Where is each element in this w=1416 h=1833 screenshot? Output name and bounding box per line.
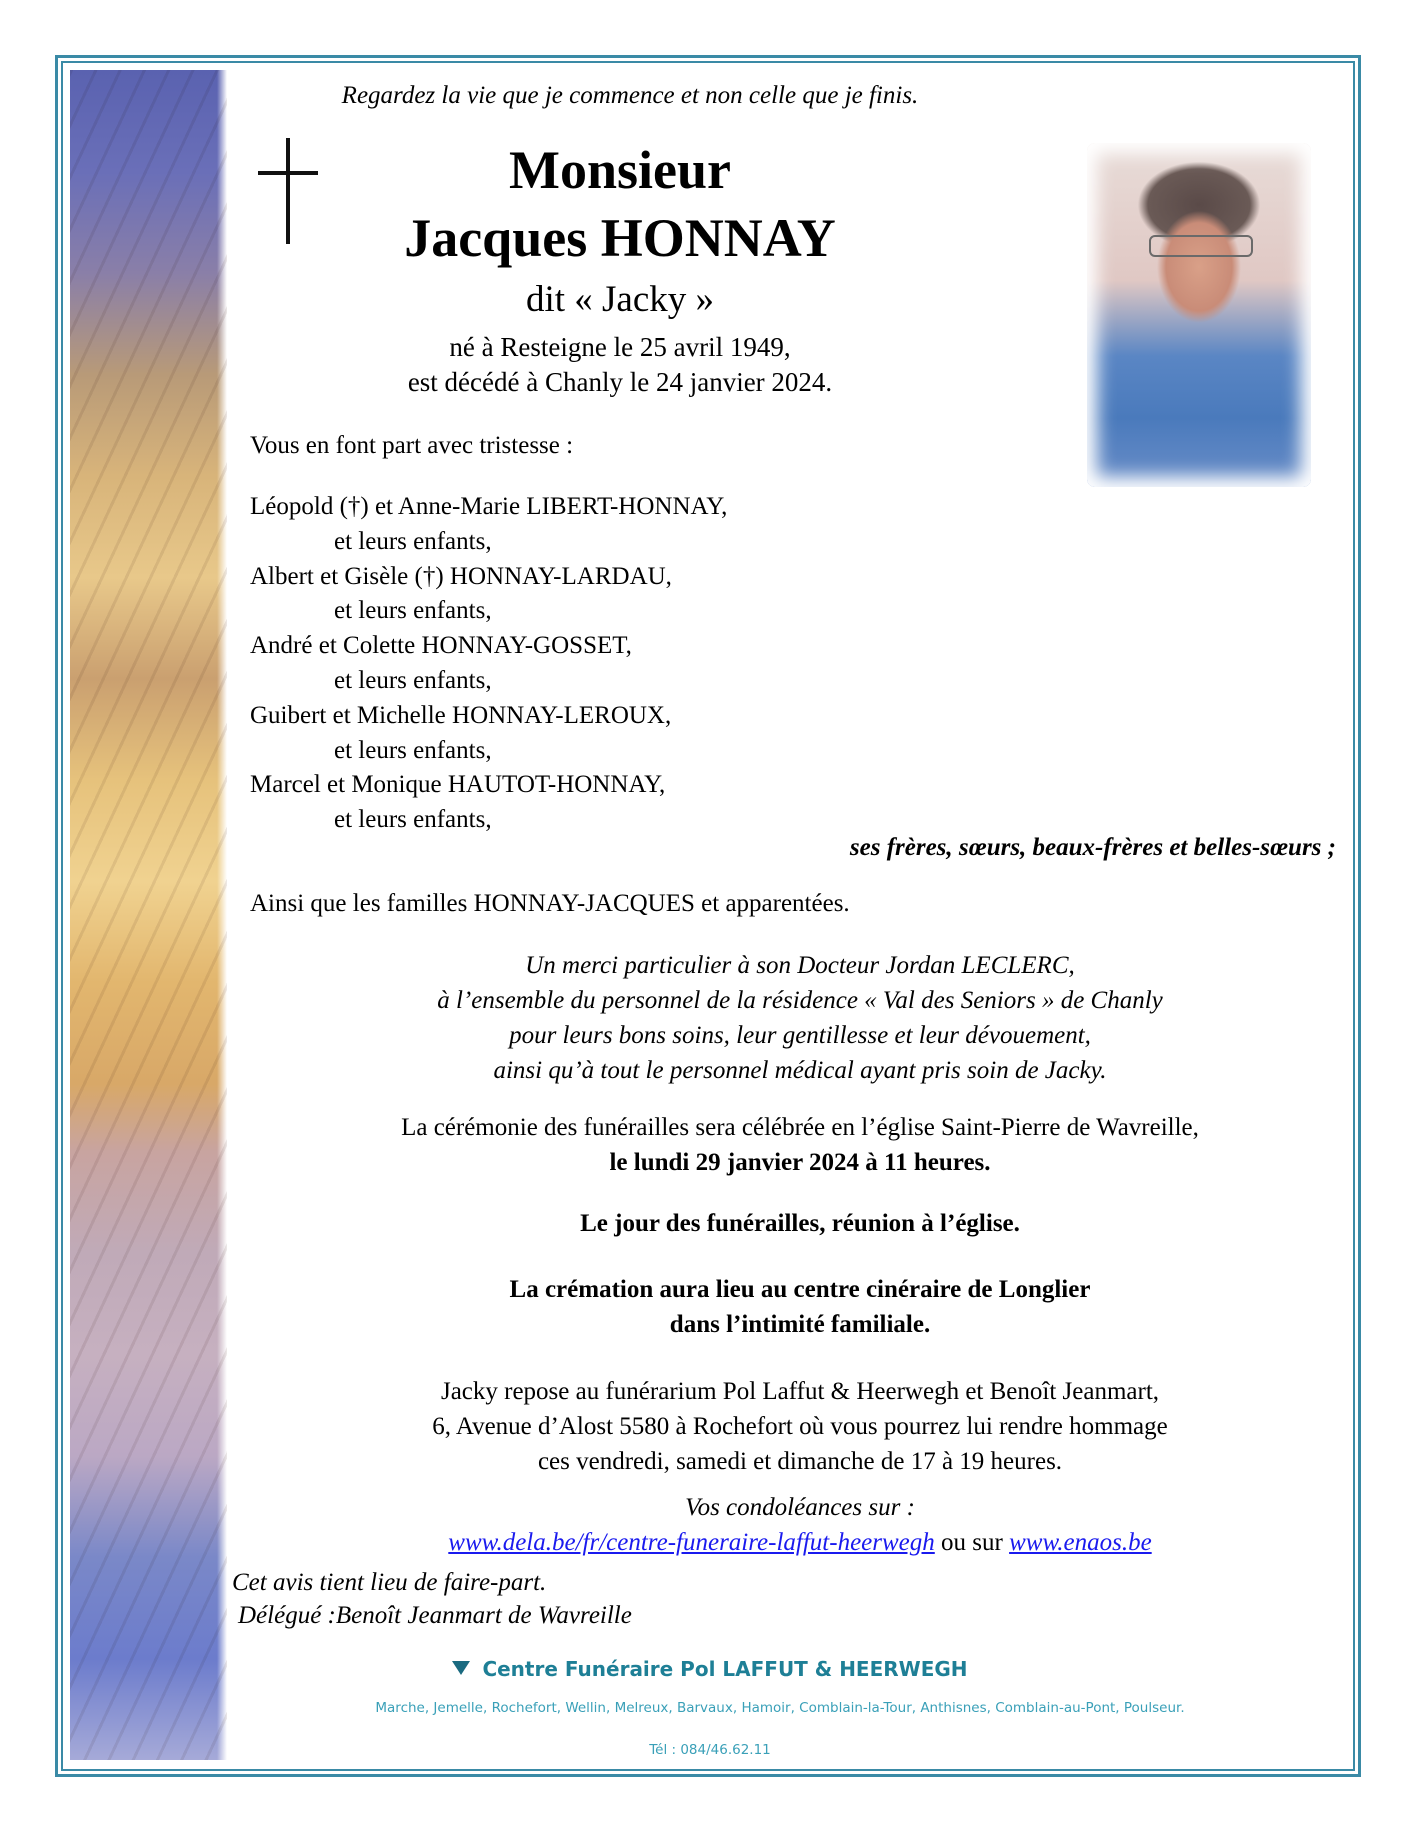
reunion-info: Le jour des funérailles, réunion à l’église.	[580, 1210, 1020, 1237]
family-names: Guibert et Michelle HONNAY-LEROUX,	[250, 701, 672, 729]
siblings-line: ses frères, sœurs, beaux-frères et belles-sœurs ;	[849, 834, 1336, 861]
portrait-photo	[1087, 143, 1311, 487]
nickname: dit « Jacky »	[525, 279, 715, 320]
birth-death-info	[330, 330, 910, 400]
repose-info	[250, 1374, 1350, 1479]
ceremony-location: La cérémonie des funérailles sera célébrée en l’église Saint-Pierre de Wavreille,	[401, 1114, 1199, 1141]
condolences-label: Vos condoléances sur :	[685, 1494, 915, 1521]
notice	[232, 1566, 632, 1632]
deceased-name: Jacques HONNAY	[404, 208, 836, 268]
repose-line: 6, Avenue d’Alost 5580 à Rochefort où vous pourrez lui rendre hommage	[432, 1413, 1168, 1440]
condolences-links	[250, 1525, 1350, 1560]
cremation-line: La crémation aura lieu au centre cinéraire de Longlier	[509, 1276, 1091, 1303]
repose-line: ces vendredi, samedi et dimanche de 17 à 19 heures.	[537, 1448, 1063, 1475]
family-names: Marcel et Monique HAUTOT-HONNAY,	[250, 771, 666, 799]
ceremony-date: le lundi 29 janvier 2024 à 11 heures.	[609, 1149, 991, 1176]
condolences	[250, 1490, 1350, 1560]
decorative-winter-sunset-image	[70, 70, 227, 1760]
funeral-home-towns: Marche, Jemelle, Rochefort, Wellin, Melreux, Barvaux, Hamoir, Comblain-la-Tour, Anthisnes, Comblain-au-Pont, Poulseur.	[375, 1700, 1185, 1716]
family-names: André et Colette HONNAY-GOSSET,	[250, 632, 632, 660]
thanks-line: pour leurs bons soins, leur gentillesse et leur dévouement,	[509, 1022, 1091, 1049]
funeral-home-label: Centre Funéraire Pol LAFFUT & HEERWEGH	[482, 1657, 968, 1681]
delegate-line: Délégué :Benoît Jeanmart de Wavreille	[238, 1602, 632, 1629]
enaos-link[interactable]: www.enaos.be	[1009, 1529, 1152, 1556]
thanks-paragraph	[300, 948, 1300, 1088]
thanks-line: à l’ensemble du personnel de la résidence « Val des Seniors » de Chanly	[437, 987, 1163, 1014]
family-children: et leurs enfants,	[334, 527, 492, 555]
death-line: est décédé à Chanly le 24 janvier 2024.	[407, 367, 833, 397]
family-list	[250, 490, 727, 838]
epigraph: Regardez la vie que je commence et non celle que je finis.	[341, 82, 919, 109]
funeral-home-phone: Tél : 084/46.62.11	[649, 1742, 771, 1758]
cremation-info	[250, 1272, 1350, 1342]
cremation-line: dans l’intimité familiale.	[669, 1311, 931, 1338]
cross-horizontal	[258, 171, 318, 175]
dela-link[interactable]: www.dela.be/fr/centre-funeraire-laffut-heerwegh	[448, 1529, 935, 1556]
family-children: et leurs enfants,	[334, 806, 492, 834]
family-names: Albert et Gisèle (†) HONNAY-LARDAU,	[250, 562, 672, 590]
cross-icon	[258, 138, 318, 244]
announcement-intro: Vous en font part avec tristesse :	[250, 432, 574, 459]
cross-vertical	[286, 138, 290, 244]
family-children: et leurs enfants,	[334, 666, 492, 694]
funeral-home-name	[400, 1657, 1020, 1681]
triangle-down-icon	[452, 1661, 470, 1675]
notice-line: Cet avis tient lieu de faire-part.	[232, 1569, 547, 1596]
family-children: et leurs enfants,	[334, 736, 492, 764]
honorific: Monsieur	[509, 140, 731, 200]
birth-line: né à Resteigne le 25 avril 1949,	[449, 332, 791, 362]
image-fade	[217, 70, 227, 1760]
ceremony-info	[250, 1110, 1350, 1180]
condolences-separator: ou sur	[941, 1529, 1003, 1556]
thanks-line: Un merci particulier à son Docteur Jordan LECLERC,	[525, 952, 1075, 979]
family-names: Léopold (†) et Anne-Marie LIBERT-HONNAY,	[250, 493, 728, 520]
repose-line: Jacky repose au funérarium Pol Laffut & Heerwegh et Benoît Jeanmart,	[440, 1378, 1160, 1405]
thanks-line: ainsi qu’à tout le personnel médical ayant pris soin de Jacky.	[493, 1057, 1107, 1084]
glasses-detail	[1149, 235, 1253, 257]
family-children: et leurs enfants,	[334, 597, 492, 625]
also-families: Ainsi que les familles HONNAY-JACQUES et apparentées.	[250, 890, 850, 917]
